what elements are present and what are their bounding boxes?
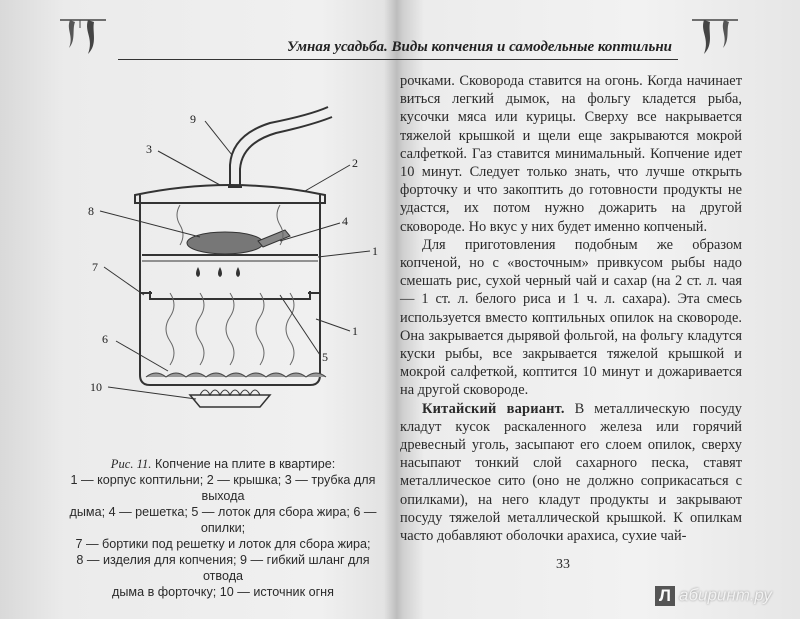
callout-8: 8 — [88, 204, 94, 218]
fat-tray — [150, 291, 310, 299]
callout-10: 10 — [90, 380, 102, 394]
callout-1-top: 1 — [372, 244, 378, 258]
burner — [190, 395, 270, 407]
caption-line: дыма в форточку; 10 — источник огня — [112, 585, 334, 599]
paragraph-3 — [400, 400, 742, 546]
callout-3: 3 — [146, 142, 152, 156]
paragraph-2: Для приготовления подобным же образом копченой, но с «восточным» привкусом рыбы надо смешать рис, сухой черный чай и сахар (на 2 ст. л. чая — 1 ст. л. белого риса и 1 ч. л. сахара). Эта смесь используется вместо коптильных опилок на сковороде. Она закрывается дырявой фольгой, на фольгу кладутся куски рыбы, все закрывается тяжелой крышкой и мокрой салфеткой, коптится 10 минут и дожаривается на другой сковороде. — [400, 236, 742, 399]
section-heading: Китайский вариант. — [422, 400, 565, 417]
callout-1-bottom: 1 — [352, 324, 358, 338]
smoke-hose — [230, 107, 328, 187]
body-text — [400, 72, 742, 545]
smoker-diagram — [80, 95, 380, 415]
paragraph-3-text: В металлическую посуду кладут кусок раскаленного железа или горячий древесный уголь, засыпают его слоем опилок, сверху насыпают тонкий слой сахарного песка, ставят металлическое сито (оно не должно соприкасаться с опилками), на него кладут продукты и закрывают посуду тяжелой металлической крышкой. К опилкам часто добавляют оболочки арахиса, сухие чай- — [400, 400, 743, 545]
smoker-body — [140, 195, 320, 385]
herb-bundle-right-icon — [690, 14, 740, 64]
callout-2: 2 — [352, 156, 358, 170]
running-header-title: Умная усадьба. Виды копчения и самодельные коптильни — [287, 39, 672, 55]
caption-label: Рис. 11. — [110, 457, 152, 471]
watermark-text: абиринт.ру — [679, 585, 772, 605]
callout-7: 7 — [92, 260, 98, 274]
left-page — [0, 0, 398, 619]
watermark-logo: Л — [655, 586, 675, 606]
callout-6: 6 — [102, 332, 108, 346]
caption-line: дыма; 4 — решетка; 5 — лоток для сбора жира; 6 — опилки; — [69, 505, 377, 535]
food-item — [187, 232, 263, 254]
caption-line: 1 — корпус коптильни; 2 — крышка; 3 — трубка для выхода — [70, 473, 376, 503]
page-number: 33 — [556, 557, 570, 572]
callout-5: 5 — [322, 350, 328, 364]
caption-line: 8 — изделия для копчения; 9 — гибкий шланг для отвода — [76, 553, 370, 583]
watermark — [655, 585, 772, 606]
caption-line: 7 — бортики под решетку и лоток для сбора жира; — [75, 537, 371, 551]
callout-9: 9 — [190, 112, 196, 126]
paragraph-1: рочками. Сковорода ставится на огонь. Когда начинает виться легкий дымок, на фольгу кладется рыба, кусочки мяса или курицы. Сверху все накрывается тяжелой крышкой и щели еще закрываются мокрой салфеткой. Газ ставится минимальный. Копчение идет 10 минут. Следует только знать, что лучше открыть форточку и что закоптить до готовности продукты не удастся, их потом нужно дожарить на другой сковороде. Но вкус у них будет именно копченый. — [400, 73, 742, 235]
callout-4: 4 — [342, 214, 348, 228]
caption-line: Копчение на плите в квартире: — [154, 457, 336, 471]
sawdust — [146, 373, 326, 377]
figure-caption — [58, 456, 388, 600]
